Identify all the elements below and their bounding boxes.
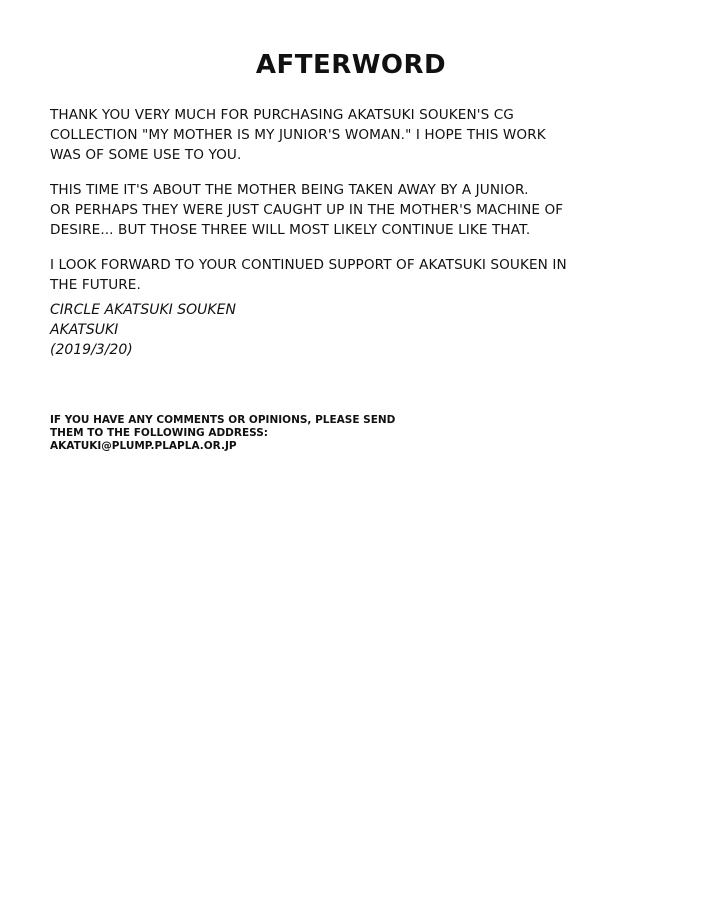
contact-line: IF YOU HAVE ANY COMMENTS OR OPINIONS, PLEASE SEND [50, 414, 396, 426]
page-title: AFTERWORD [255, 50, 447, 80]
signature-circle: CIRCLE AKATSUKI SOUKEN [50, 302, 236, 318]
paragraph-line: DESIRE... BUT THOSE THREE WILL MOST LIKELY CONTINUE LIKE THAT. [50, 222, 531, 238]
signature-date: (2019/3/20) [50, 342, 133, 358]
afterword-body [50, 105, 660, 310]
signature-author: AKATSUKI [50, 322, 119, 338]
contact-line: THEM TO THE FOLLOWING ADDRESS: [50, 427, 268, 439]
paragraph-line: OR PERHAPS THEY WERE JUST CAUGHT UP IN THE MOTHER'S MACHINE OF [50, 202, 564, 218]
contact-email: AKATUKI@PLUMP.PLAPLA.OR.JP [50, 440, 237, 452]
paragraph-story [50, 180, 660, 240]
paragraph-line: THIS TIME IT'S ABOUT THE MOTHER BEING TAKEN AWAY BY A JUNIOR. [50, 182, 529, 198]
paragraph-support [50, 255, 660, 295]
contact-block [50, 414, 395, 453]
paragraph-line: THE FUTURE. [50, 277, 141, 293]
paragraph-thanks [50, 105, 660, 165]
paragraph-line: I LOOK FORWARD TO YOUR CONTINUED SUPPORT OF AKATSUKI SOUKEN IN [50, 257, 567, 273]
paragraph-line: WAS OF SOME USE TO YOU. [50, 147, 242, 163]
signature-block [50, 300, 236, 360]
paragraph-line: THANK YOU VERY MUCH FOR PURCHASING AKATSUKI SOUKEN'S CG [50, 107, 514, 123]
paragraph-line: COLLECTION "MY MOTHER IS MY JUNIOR'S WOMAN." I HOPE THIS WORK [50, 127, 546, 143]
